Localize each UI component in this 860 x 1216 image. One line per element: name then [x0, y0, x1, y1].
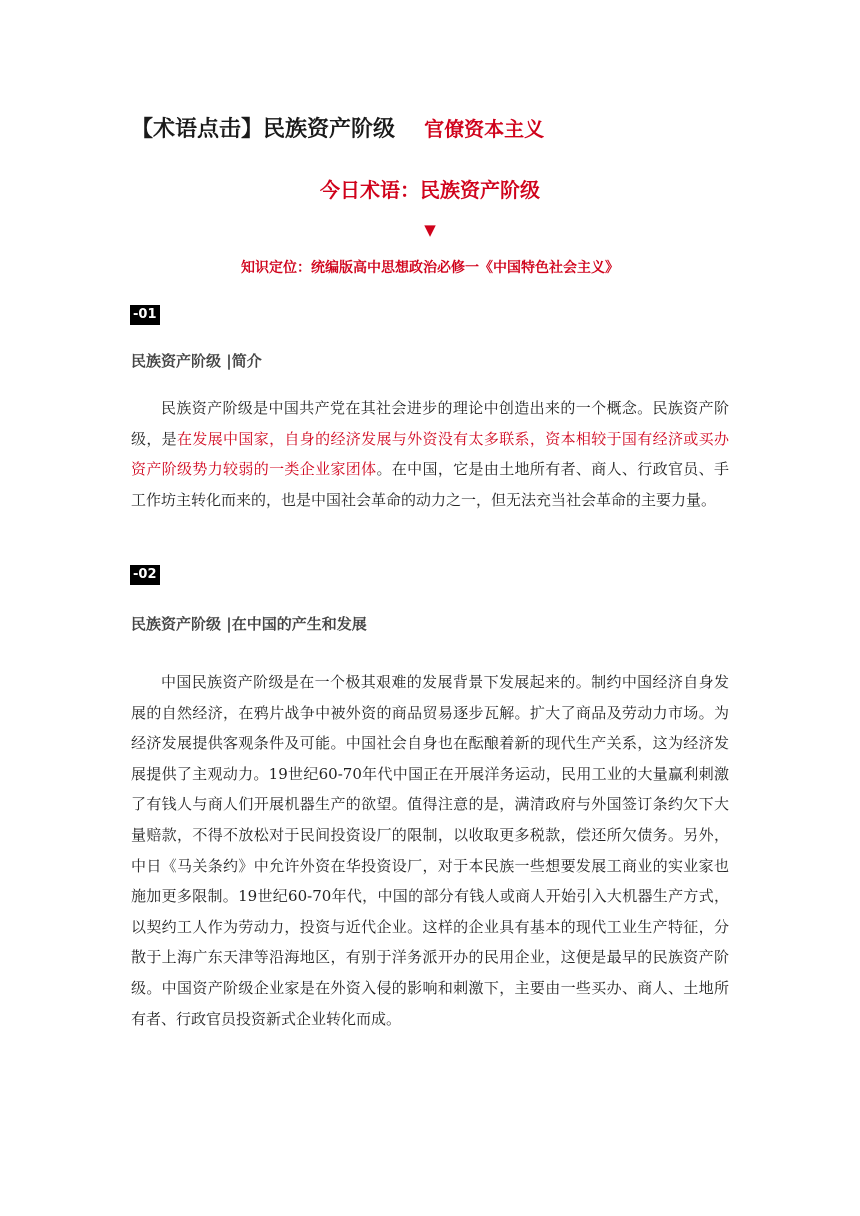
down-arrow-icon: ▼ — [424, 221, 436, 239]
related-term-link[interactable]: 官僚资本主义 — [424, 117, 545, 141]
intro-text-a: 民族资产阶级是中国共产党在其社会进步的理论中创造出来的一个概念。民族资产阶级，是 — [131, 399, 729, 448]
section-badge-01: -01 — [130, 305, 160, 325]
section-heading-development: 民族资产阶级 |在中国的产生和发展 — [131, 615, 367, 633]
intro-highlight: 在发展中国家，自身的经济发展与外资没有太多联系，资本相较于国有经济或买办资产阶级势力较弱的一类企业家团体 — [131, 429, 729, 479]
today-term-heading: 今日术语：民族资产阶级 — [320, 178, 540, 202]
intro-text-b: 。在中国，它是由土地所有者、商人、行政官员、手工作坊主转化而来的，也是中国社会革命的动力之一，但无法充当社会革命的主要力量。 — [131, 460, 729, 509]
section-badge-02: -02 — [130, 565, 160, 585]
intro-paragraph — [131, 393, 729, 515]
development-paragraph: 中国民族资产阶级是在一个极其艰难的发展背景下发展起来的。制约中国经济自身发展的自然经济，在鸦片战争中被外资的商品贸易逐步瓦解。扩大了商品及劳动力市场。为经济发展提供客观条件及可能。中国社会自身也在酝酿着新的现代生产关系，这为经济发展提供了主观动力。19世纪60-70年代中国正在开展洋务运动，民用工业的大量赢利刺激了有钱人与商人们开展机器生产的欲望。值得注意的是，满清政府与外国签订条约欠下大量赔款，不得不放松对于民间投资设厂的限制，以收取更多税款，偿还所欠债务。另外，中日《马关条约》中允许外资在华投资设厂，对于本民族一些想要发展工商业的实业家也施加更多限制。19世纪60-70年代，中国的部分有钱人或商人开始引入大机器生产方式，以契约工人作为劳动力，投资与近代企业。这样的企业具有基本的现代工业生产特征，分散于上海广东天津等沿海地区，有别于洋务派开办的民用企业，这便是最早的民族资产阶级。中国资产阶级企业家是在外资入侵的影响和刺激下，主要由一些买办、商人、土地所有者、行政官员投资新式企业转化而成。 — [131, 673, 729, 1028]
page-title: 【术语点击】民族资产阶级 — [131, 117, 396, 142]
knowledge-position: 知识定位：统编版高中思想政治必修一《中国特色社会主义》 — [241, 260, 619, 276]
title-row — [131, 112, 544, 143]
section-heading-intro: 民族资产阶级 |简介 — [131, 352, 262, 370]
